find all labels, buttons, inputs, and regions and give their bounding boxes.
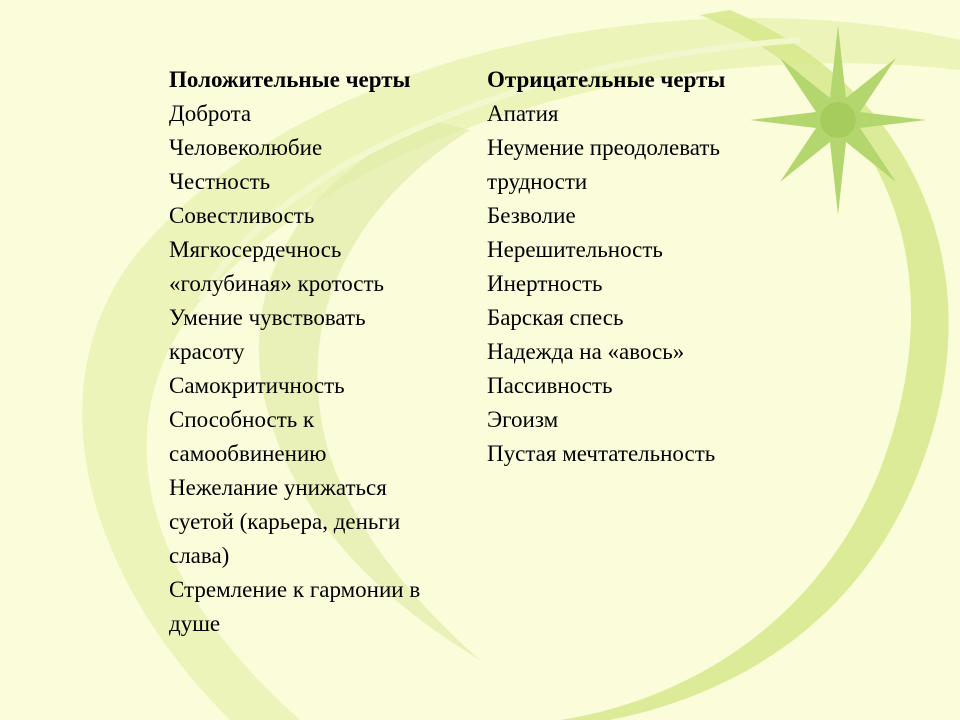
negative-trait-line: Неумение преодолевать [487,135,720,160]
negative-trait-line: Барская спесь [487,305,624,330]
positive-trait-line: Честность [169,169,271,194]
positive-trait-line: Способность к [169,407,315,432]
negative-trait-line: Инертность [487,271,603,296]
positive-trait-line: самообвинению [169,441,327,466]
positive-traits-header: Положительные черты [169,67,411,92]
positive-trait-line: Доброта [169,101,252,126]
positive-trait-line: слава) [169,543,230,568]
negative-trait-line: трудности [487,169,588,194]
negative-traits-column [487,63,787,471]
positive-trait-line: красоту [169,339,245,364]
negative-trait-line: Надежда на «авось» [487,339,685,364]
positive-trait-line: Стремление к гармонии в [169,577,421,602]
positive-trait-line: Умение чувствовать [169,305,366,330]
positive-trait-line: Мягкосердечнось [169,237,342,262]
positive-trait-line: Нежелание унижаться [169,475,387,500]
negative-trait-line: Нерешительность [487,237,663,262]
positive-trait-line: Совестливость [169,203,315,228]
negative-trait-line: Апатия [487,101,559,126]
negative-trait-line: Пустая мечтательность [487,441,716,466]
positive-trait-line: «голубиная» кротость [169,271,385,296]
negative-trait-line: Пассивность [487,373,613,398]
negative-trait-line: Эгоизм [487,407,559,432]
positive-trait-line: суетой (карьера, деньги [169,509,401,534]
positive-traits-column [169,63,469,641]
negative-trait-line: Безволие [487,203,576,228]
positive-trait-line: душе [169,611,221,636]
negative-traits-header: Отрицательные черты [487,67,726,92]
positive-trait-line: Человеколюбие [169,135,323,160]
positive-trait-line: Самокритичность [169,373,345,398]
